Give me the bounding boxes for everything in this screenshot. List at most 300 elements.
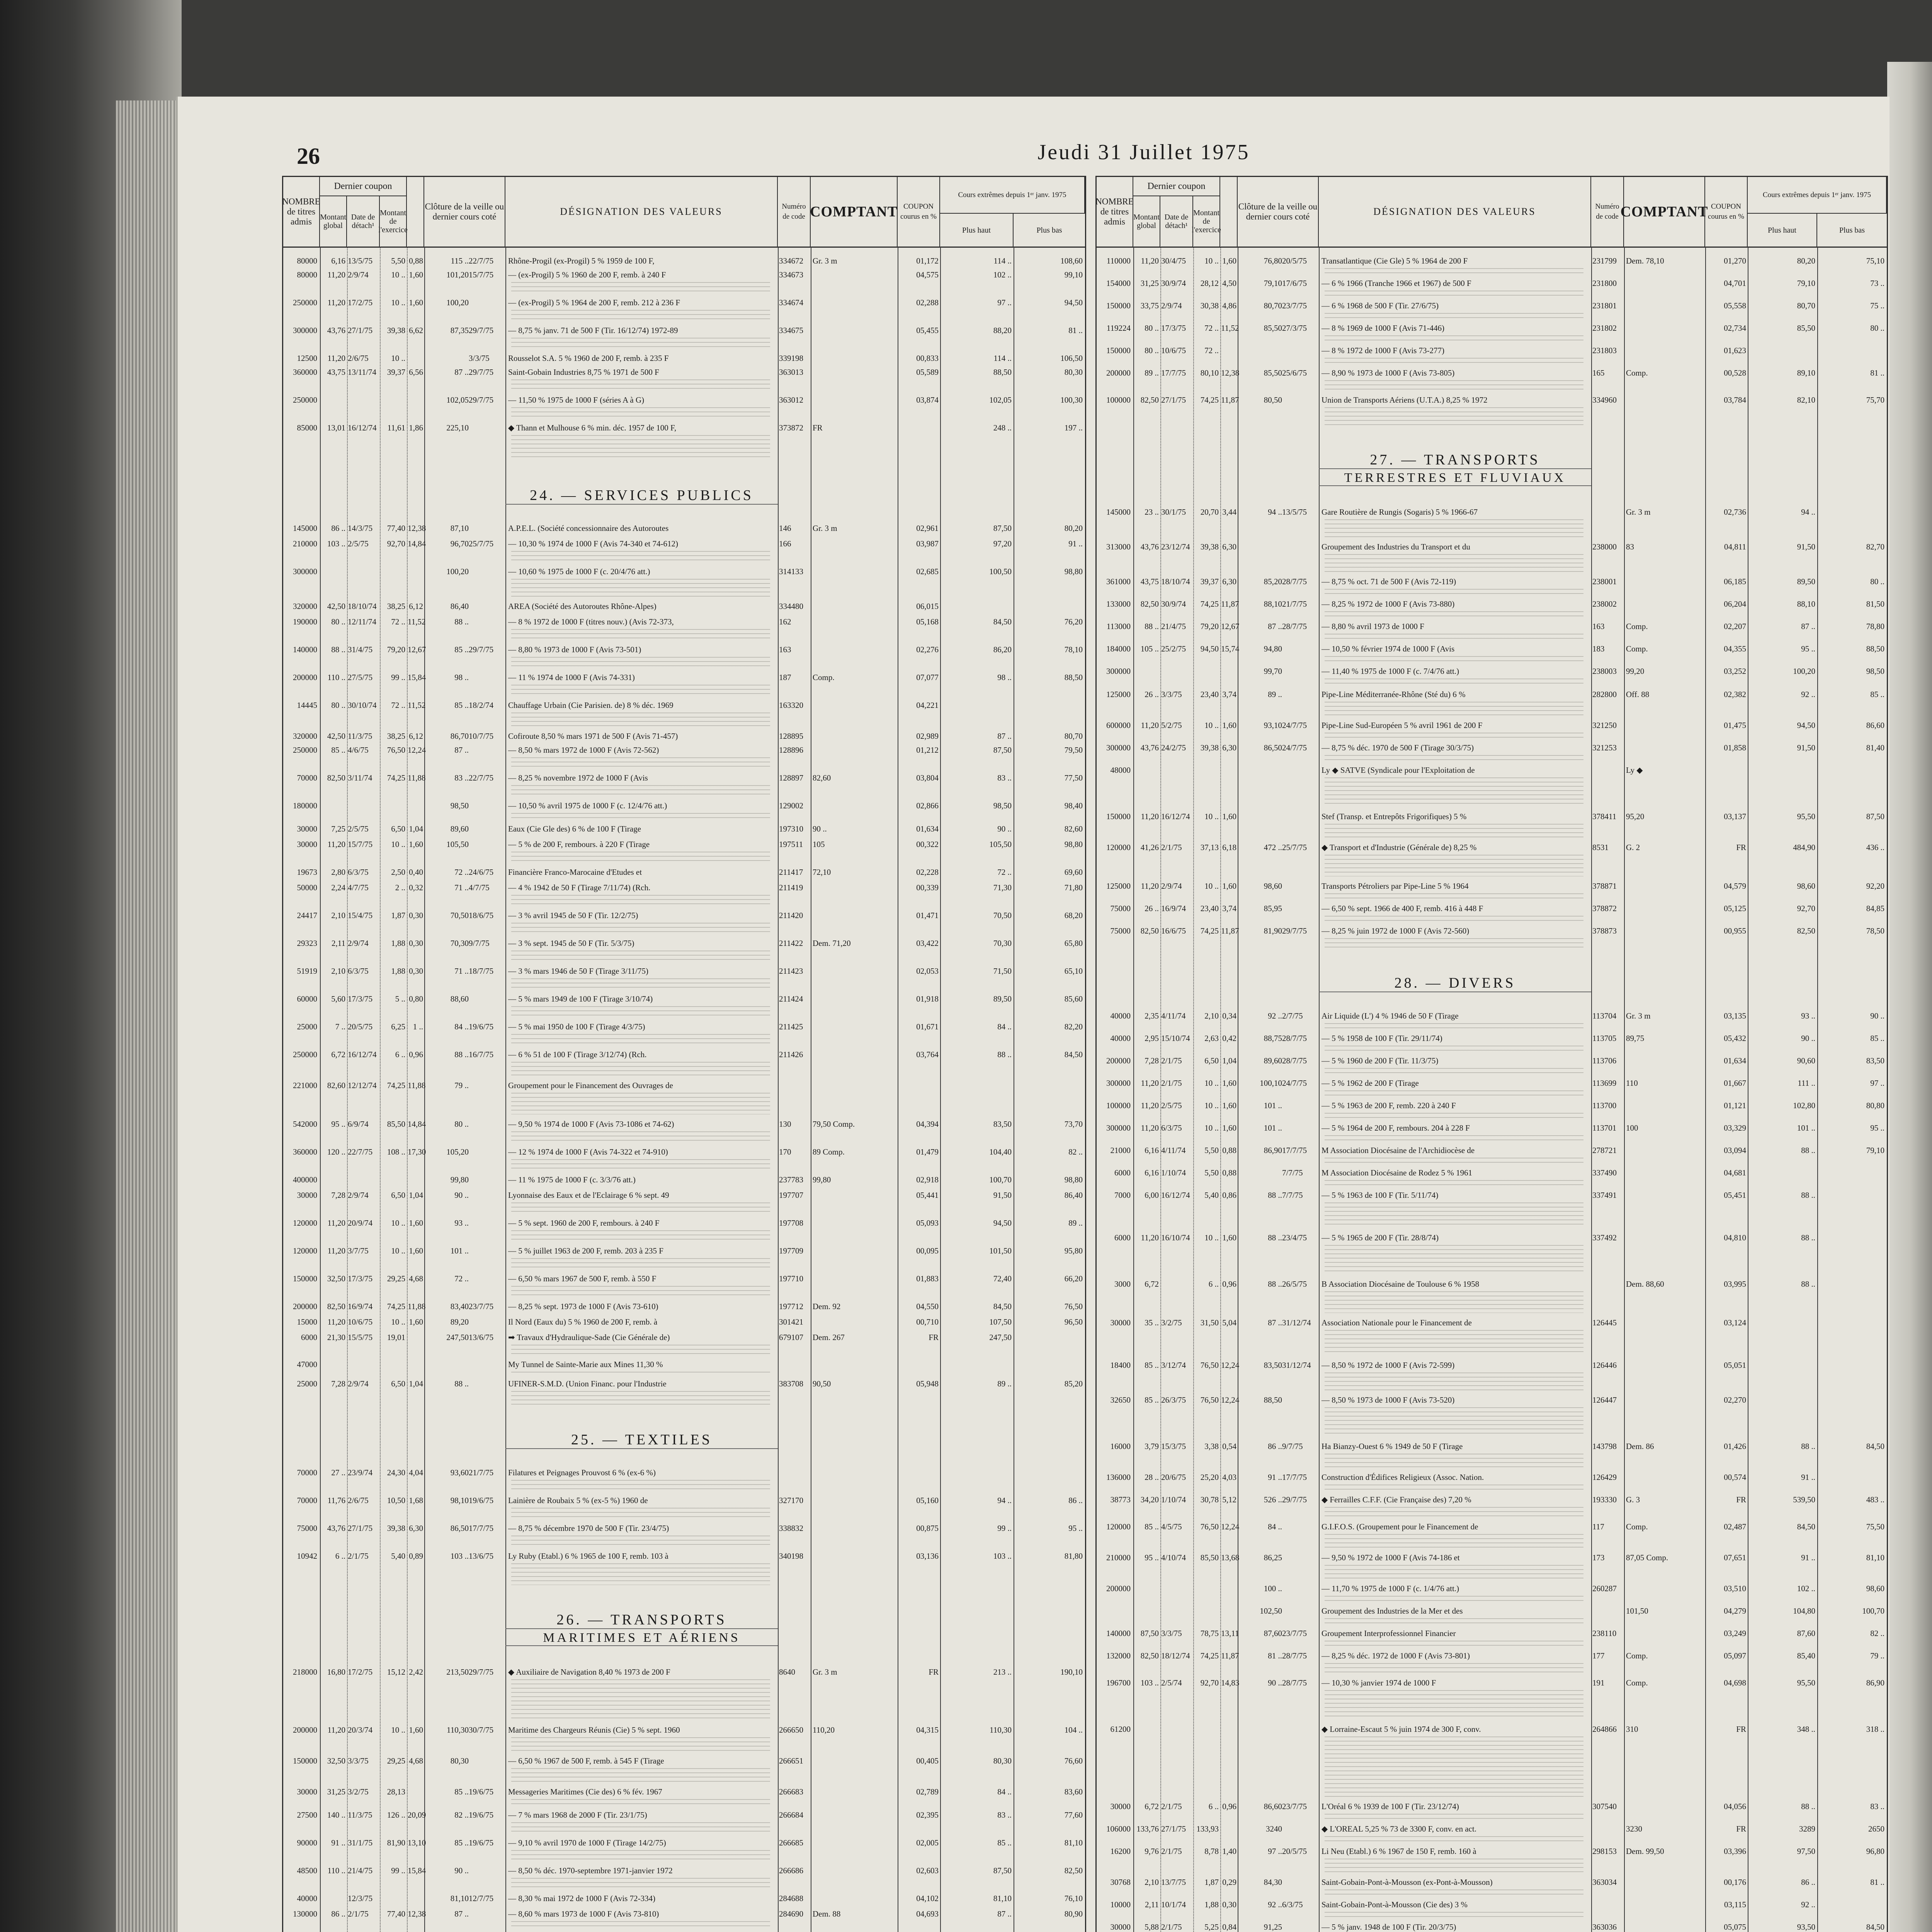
- designation-small-print: [511, 713, 770, 726]
- cell-des: — 8,75 % janv. 71 de 500 F (Tir. 16/12/74) 1972-89: [508, 326, 678, 335]
- cell-e: 30,38: [1200, 301, 1219, 310]
- cell-d: 16/12/74: [1161, 1190, 1190, 1200]
- cell-t: 12,38: [408, 1909, 426, 1918]
- cell-t: 15,84: [408, 1866, 426, 1875]
- cell-cc: 04,698: [1724, 1678, 1746, 1687]
- cell-cd: 19/6/75: [469, 1022, 494, 1031]
- cell-n: 30000: [297, 840, 317, 849]
- cell-n: 40000: [1110, 1011, 1131, 1020]
- table-row: [283, 992, 1085, 1005]
- cell-t: 3,44: [1222, 507, 1236, 517]
- cell-code: 128895: [779, 731, 803, 741]
- cell-des: — 8,75 % déc. 1970 de 500 F (Tirage 30/3/75): [1321, 743, 1474, 752]
- cell-d: 27/1/75: [348, 1524, 373, 1533]
- section-heading: 24. — SERVICES PUBLICS: [505, 487, 778, 505]
- cell-hh: 94 ..: [1801, 507, 1815, 517]
- header-numero-code: Numéro de code: [778, 177, 811, 247]
- cell-t: 0,86: [1222, 1190, 1236, 1200]
- cell-t: 14,84: [408, 539, 426, 548]
- cell-code: 126445: [1592, 1318, 1617, 1327]
- cell-d: [348, 1930, 379, 1932]
- cell-d: 24/2/75: [1161, 743, 1186, 752]
- cell-cl: [426, 1930, 469, 1932]
- cell-e: 5,25: [1204, 1922, 1219, 1932]
- table-row: [283, 1754, 1085, 1767]
- cell-n: 300000: [1106, 1078, 1131, 1088]
- cell-g: Dem. 88: [813, 1909, 841, 1918]
- cell-m: 82,50: [1140, 599, 1159, 609]
- cell-des: — 9,50 % 1974 de 1000 F (Avis 73-1086 et 74-62): [508, 1119, 674, 1129]
- cell-d: 17/2/75: [348, 1667, 373, 1677]
- cell-d: 3/11/74: [348, 773, 372, 782]
- book-binding-left: [0, 0, 182, 1932]
- cell-hh: 3289: [1799, 1824, 1815, 1833]
- cell-t: 6,12: [409, 602, 423, 611]
- cell-cc: 02,228: [916, 867, 939, 877]
- cell-hh: 91 ..: [1801, 1553, 1815, 1562]
- cell-code: 266683: [779, 1787, 803, 1796]
- cell-d: 1/10/74: [1161, 1168, 1186, 1177]
- cell-n: 119224: [1106, 323, 1131, 333]
- cell-n: 3000: [1114, 1279, 1131, 1289]
- designation-small-print: [1325, 1330, 1583, 1355]
- cell-cd: 13/6/75: [469, 1551, 494, 1561]
- cell-cc: 00,528: [1724, 368, 1746, 378]
- cell-code: 266685: [779, 1838, 803, 1847]
- cell-n: 85000: [297, 423, 317, 432]
- cell-hh: 88 ..: [1801, 1279, 1815, 1289]
- cell-t: 1,60: [1222, 721, 1236, 730]
- cell-t: 4,68: [409, 1274, 423, 1283]
- cell-hb: 76,20: [1064, 617, 1083, 626]
- designation-small-print: [1325, 1090, 1583, 1096]
- header-cloture: Clôture de la veille ou dernier cours coté: [424, 177, 505, 247]
- cell-cc: 05,558: [1724, 301, 1746, 310]
- cell-e: 2,10: [1204, 1011, 1219, 1020]
- cell-t: 6,30: [1222, 743, 1236, 752]
- cell-hb: 82,20: [1064, 1022, 1083, 1031]
- cell-cd: 29/7/75: [469, 1667, 494, 1677]
- cell-e: 30,78: [1200, 1495, 1219, 1504]
- table-row: [283, 1117, 1085, 1131]
- cell-des: — 10,60 % 1975 de 1000 F (c. 20/4/76 att.): [508, 567, 650, 576]
- cell-e: 39,37: [1200, 577, 1219, 586]
- designation-small-print: [511, 1822, 770, 1833]
- cell-des: — 10,30 % janvier 1974 de 1000 F: [1321, 1678, 1436, 1687]
- cell-code: 211420: [779, 911, 803, 920]
- cell-g: 89 Comp.: [813, 1147, 845, 1156]
- cell-e: 74,25: [1200, 1651, 1219, 1660]
- cell-m: 82,50: [1140, 1651, 1159, 1660]
- cell-cl: 91 ..: [1268, 1473, 1282, 1482]
- cell-m: 80 ..: [331, 617, 345, 626]
- cell-cc: 01,471: [916, 911, 939, 920]
- cell-m: 2,10: [1145, 1878, 1159, 1887]
- cell-t: 20,09: [408, 1810, 426, 1820]
- cell-g: [813, 1930, 896, 1932]
- cell-des: AREA (Société des Autoroutes Rhône-Alpes): [508, 602, 656, 611]
- cell-cl: 90 ..: [454, 1190, 469, 1200]
- cell-n: 7000: [1114, 1190, 1131, 1200]
- table-row: [283, 1808, 1085, 1821]
- cell-cd: 25/7/75: [1282, 843, 1307, 852]
- cell-des: — 8,25 % déc. 1972 de 1000 F (Avis 73-801): [1321, 1651, 1470, 1660]
- cell-cd: 10/7/75: [469, 731, 494, 741]
- cell-cl: 98 ..: [454, 673, 469, 682]
- cell-d: 11/3/75: [348, 731, 372, 741]
- cell-e: 10 ..: [1204, 1078, 1219, 1088]
- cell-cl: 91,25: [1264, 1922, 1282, 1932]
- cell-cd: 19/6/75: [469, 1838, 494, 1847]
- cell-code: 113701: [1592, 1123, 1617, 1133]
- cell-t: 0,88: [409, 256, 423, 265]
- cell-d: 30/10/74: [348, 701, 377, 710]
- cell-t: 0,96: [409, 1050, 423, 1059]
- cell-n: 113000: [1106, 622, 1131, 631]
- cell-g: Dem. 78,10: [1626, 256, 1664, 265]
- cell-hb: 84,50: [1064, 1050, 1083, 1059]
- cell-t: 1,60: [409, 1218, 423, 1228]
- cell-n: 110000: [1106, 256, 1131, 265]
- cell-d: 20/3/74: [348, 1725, 373, 1735]
- cell-code: 187: [779, 673, 791, 682]
- cell-des: Saint-Gobain Industries 8,75 % 1971 de 500 F: [508, 367, 659, 377]
- cell-cl: 81,90: [1264, 926, 1282, 935]
- cell-t: 1,04: [409, 824, 423, 833]
- cell-e: 39,38: [387, 326, 405, 335]
- cell-cl: 85 ..: [454, 1838, 469, 1847]
- cell-t: 6,56: [409, 367, 423, 377]
- designation-small-print: [511, 1679, 770, 1720]
- cell-t: 0,29: [1222, 1878, 1236, 1887]
- right-table-header: [1097, 177, 1887, 248]
- cell-m: 86 ..: [331, 524, 345, 533]
- cell-e: 78,75: [1200, 1629, 1219, 1638]
- header-comptant: COMPTANT: [811, 177, 898, 247]
- table-row: [283, 1864, 1085, 1877]
- cell-e: 11,61: [387, 423, 405, 432]
- cell-des: Cofiroute 8,50 % mars 1971 de 500 F (Avis 71-457): [508, 731, 678, 741]
- table-row: [1097, 366, 1887, 379]
- cell-code: 193330: [1592, 1495, 1617, 1504]
- cell-cc: 02,288: [916, 298, 939, 307]
- designation-small-print: [511, 852, 770, 862]
- cell-cc: 00,322: [916, 840, 939, 849]
- cell-m: 80 ..: [1145, 346, 1159, 355]
- cell-m: 31,25: [1140, 279, 1159, 288]
- cell-code: 340198: [779, 1551, 803, 1561]
- cell-cl: 110,30: [447, 1725, 469, 1735]
- cell-e: 37,13: [1200, 843, 1219, 852]
- cell-des: — 5 % 1963 de 200 F, remb. 220 à 240 F: [1321, 1101, 1456, 1110]
- table-row: [1097, 1800, 1887, 1813]
- cell-des: — (ex-Progil) 5 % 1960 de 200 F, remb. à 240 F: [508, 270, 666, 279]
- cell-cl: 85 ..: [454, 645, 469, 654]
- cell-d: 16/12/74: [348, 1050, 377, 1059]
- cell-n: 250000: [293, 745, 317, 755]
- cell-d: 21/4/75: [348, 1866, 373, 1875]
- cell-code: 231802: [1592, 323, 1617, 333]
- designation-small-print: [511, 685, 770, 696]
- cell-hh: 83 ..: [997, 1810, 1012, 1820]
- cell-cl: 86,70: [450, 731, 469, 741]
- designation-small-print: [1325, 1736, 1583, 1797]
- cell-cl: 526 ..: [1264, 1495, 1282, 1504]
- cell-m: 11,20: [1141, 812, 1159, 821]
- table-row: [283, 1079, 1085, 1092]
- cell-m: 11,20: [1141, 881, 1159, 891]
- table-row: [283, 1173, 1085, 1186]
- cell-hh: 89,50: [993, 994, 1012, 1003]
- designation-small-print: [1325, 335, 1583, 341]
- table-row: [283, 1358, 1085, 1371]
- cell-cc: 03,094: [1724, 1146, 1746, 1155]
- cell-cc: 03,510: [1724, 1584, 1746, 1593]
- cell-cc: 02,736: [1724, 507, 1746, 517]
- designation-small-print: [1325, 1534, 1583, 1548]
- cell-des: — 5 % janv. 1948 de 100 F (Tir. 20/3/75): [1321, 1922, 1456, 1932]
- cell-m: 2,11: [1145, 1900, 1159, 1909]
- cell-g: 110,20: [813, 1725, 835, 1735]
- cell-d: 2/5/75: [348, 539, 369, 548]
- cell-hb: 318 ..: [1866, 1725, 1884, 1734]
- cell-e: 10 ..: [1204, 812, 1219, 821]
- table-row: [283, 1331, 1085, 1344]
- cell-cc: [899, 1930, 939, 1932]
- cell-cl: 102,50: [1260, 1606, 1282, 1616]
- cell-e: 79,20: [1200, 622, 1219, 631]
- cell-des: Groupement des Industries du Transport et du: [1321, 542, 1470, 551]
- cell-hh: 93 ..: [1801, 1011, 1815, 1020]
- designation-small-print: [1325, 679, 1583, 685]
- cell-cd: [469, 1930, 504, 1932]
- table-row: [1097, 1845, 1887, 1858]
- cell-cl: 100,20: [446, 567, 469, 576]
- cell-g: Comp.: [1626, 622, 1648, 631]
- cell-hb: 73 ..: [1870, 279, 1884, 288]
- table-row: [1097, 1520, 1887, 1533]
- cell-d: 3/12/74: [1161, 1361, 1186, 1370]
- cell-cc: 00,095: [916, 1246, 939, 1255]
- cell-m: 80 ..: [1145, 323, 1159, 333]
- cell-code: 231803: [1592, 346, 1617, 355]
- cell-t: 15,84: [408, 673, 426, 682]
- cell-cc: 00,574: [1724, 1473, 1746, 1482]
- cell-cc: 02,789: [916, 1787, 939, 1796]
- designation-small-print: [1325, 1663, 1583, 1673]
- cell-hb: 66,20: [1064, 1274, 1083, 1283]
- cell-e: 5,50: [391, 256, 405, 265]
- cell-hh: 104,40: [989, 1147, 1012, 1156]
- cell-d: 13/5/75: [348, 256, 373, 265]
- cell-code: 113699: [1592, 1078, 1617, 1088]
- cell-cl: 87,35: [450, 326, 469, 335]
- cell-des: Transatlantique (Cie Gle) 5 % 1964 de 200 F: [1321, 256, 1468, 265]
- table-row: [1097, 665, 1887, 678]
- table-row: [1097, 321, 1887, 335]
- designation-small-print: [1325, 1912, 1583, 1917]
- cell-m: 133,76: [1136, 1824, 1159, 1833]
- cell-cl: 87 ..: [454, 1909, 469, 1918]
- cell-cc: 04,315: [916, 1725, 939, 1735]
- cell-n: 12500: [297, 354, 317, 363]
- table-row: [283, 771, 1085, 784]
- cell-e: 1,88: [391, 966, 405, 976]
- cell-n: 10000: [1110, 1900, 1131, 1909]
- cell-des: — 8,50 % déc. 1970-septembre 1971-janvier 1972: [508, 1866, 673, 1875]
- cell-d: 27/1/75: [348, 326, 373, 335]
- cell-cl: 88 ..: [1268, 1190, 1282, 1200]
- designation-small-print: [1325, 268, 1583, 274]
- cell-hh: 348 ..: [1797, 1725, 1815, 1734]
- cell-hh: 82,10: [1797, 395, 1815, 405]
- cell-e: 5,50: [1204, 1168, 1219, 1177]
- cell-cl: 89,20: [450, 1317, 469, 1327]
- cell-e: 99 ..: [391, 673, 405, 682]
- cell-des: — 8,60 % mars 1973 de 1000 F (Avis 73-810): [508, 1909, 659, 1918]
- cell-t: 0,30: [409, 911, 423, 920]
- cell-g: 310: [1626, 1725, 1638, 1734]
- cell-n: 6000: [301, 1333, 317, 1342]
- cell-hh: 101 ..: [1797, 1123, 1815, 1133]
- cell-code: 301421: [779, 1317, 803, 1327]
- cell-t: 11,52: [1221, 323, 1239, 333]
- cell-cl: 88,60: [450, 994, 469, 1003]
- cell-cl: 87,60: [1264, 1629, 1282, 1638]
- cell-hb: 81 ..: [1870, 1878, 1884, 1887]
- designation-small-print: [1325, 380, 1583, 390]
- designation-small-print: [511, 813, 770, 819]
- cell-des: — 8 % 1972 de 1000 F (titres nouv.) (Avis 72-373,: [508, 617, 674, 626]
- cell-des: ◆ L'OREAL 5,25 % 73 de 3300 F, conv. en act.: [1321, 1824, 1477, 1833]
- cell-hb: 75,10: [1866, 256, 1884, 265]
- table-row: [1097, 597, 1887, 611]
- cell-g: Dem. 86: [1626, 1442, 1654, 1451]
- cell-n: 60000: [297, 994, 317, 1003]
- cell-des: — 6 % 1966 (Tranche 1966 et 1967) de 500 F: [1321, 279, 1471, 288]
- table-row: [283, 615, 1085, 628]
- cell-cc: 03,329: [1724, 1123, 1746, 1133]
- cell-n: 400000: [293, 1175, 317, 1184]
- cell-cc: 02,961: [916, 524, 939, 533]
- cell-cl: 88 ..: [454, 1050, 469, 1059]
- cell-code: 211422: [779, 939, 803, 948]
- designation-small-print: [1325, 1814, 1583, 1819]
- cell-cd: 21/7/75: [1282, 599, 1307, 609]
- cell-hh: 87 ..: [1801, 622, 1815, 631]
- cell-hb: 86,90: [1866, 1678, 1884, 1687]
- cell-cc: 01,671: [916, 1022, 939, 1031]
- cell-des: Construction d'Édifices Religieux (Assoc. Nation.: [1321, 1473, 1484, 1482]
- cell-m: 85 ..: [1145, 1361, 1159, 1370]
- cell-des: — 8,30 % mai 1972 de 1000 F (Avis 72-334): [508, 1894, 656, 1903]
- cell-m: 26 ..: [1145, 904, 1159, 913]
- cell-cl: 92 ..: [1268, 1011, 1282, 1020]
- cell-m: 43,75: [327, 367, 345, 377]
- cell-hh: 102,05: [989, 395, 1012, 405]
- cell-code: 128897: [779, 773, 803, 782]
- cell-t: 1,60: [409, 840, 423, 849]
- cell-hb: 95 ..: [1068, 1524, 1083, 1533]
- cell-cc: 04,355: [1724, 644, 1746, 653]
- cell-des: Rhône-Progil (ex-Progil) 5 % 1959 de 100 F,: [508, 256, 655, 265]
- cell-d: 11/3/75: [348, 1810, 372, 1820]
- cell-m: 31,25: [327, 1787, 345, 1796]
- cell-d: 4/10/74: [1161, 1553, 1186, 1562]
- section-heading: 26. — TRANSPORTS: [505, 1611, 778, 1629]
- cell-hh: 111 ..: [1798, 1078, 1815, 1088]
- cell-m: 11,20: [327, 354, 345, 363]
- cell-hb: 96,50: [1064, 1317, 1083, 1327]
- cell-hh: 95,50: [1797, 1678, 1815, 1687]
- cell-m: 82,50: [1140, 395, 1159, 405]
- cell-cl: 225,10: [446, 423, 469, 432]
- cell-m: 82,50: [327, 1302, 345, 1311]
- cell-e: 1,87: [391, 911, 405, 920]
- cell-code: 334672: [779, 256, 803, 265]
- cell-n: 300000: [293, 567, 317, 576]
- cell-cd: 15/7/75: [469, 270, 494, 279]
- left-table-header: [283, 177, 1085, 248]
- cell-hh: 102 ..: [1797, 1584, 1815, 1593]
- cell-n: 50000: [297, 883, 317, 892]
- cell-e: 10 ..: [391, 840, 405, 849]
- cell-cd: 28/7/75: [1282, 1056, 1307, 1065]
- cell-cl: 88 ..: [1268, 1233, 1282, 1242]
- cell-cc: 05,168: [916, 617, 939, 626]
- cell-cl: 86 ..: [1268, 1442, 1282, 1451]
- cell-g: Comp.: [1626, 1651, 1648, 1660]
- table-row: [283, 1466, 1085, 1479]
- cell-d: 20/6/75: [1161, 1473, 1186, 1482]
- cell-e: 28,13: [387, 1787, 405, 1796]
- cell-des: — 8 % 1969 de 1000 F (Avis 71-446): [1321, 323, 1445, 333]
- cell-d: 22/7/75: [348, 1147, 373, 1156]
- cell-n: 70000: [297, 1496, 317, 1505]
- cell-d: 2/1/75: [348, 1551, 369, 1561]
- cell-g: 95,20: [1626, 812, 1645, 821]
- cell-e: 39,38: [1200, 542, 1219, 551]
- cell-d: 17/3/75: [348, 1274, 373, 1283]
- cell-cc: 02,603: [916, 1866, 939, 1875]
- cell-n: 29323: [297, 939, 317, 948]
- designation-small-print: [511, 1372, 770, 1374]
- cell-des: Groupement Interprofessionnel Financier: [1321, 1629, 1456, 1638]
- cell-e: [381, 1930, 405, 1932]
- table-row: [1097, 1121, 1887, 1134]
- designation-small-print: [511, 310, 770, 321]
- cell-d: 2/6/75: [348, 354, 369, 363]
- cell-cd: 29/7/75: [1282, 926, 1307, 935]
- cell-cl: 88,50: [1264, 1395, 1282, 1405]
- cell-m: 6,16: [1145, 1168, 1159, 1177]
- cell-hb: 85,60: [1064, 994, 1083, 1003]
- cell-m: 6,00: [1145, 1190, 1159, 1200]
- cell-cc: 01,212: [916, 745, 939, 755]
- cell-m: 7,28: [331, 1190, 345, 1200]
- cell-t: 6,30: [1222, 542, 1236, 551]
- cell-cl: 72 ..: [454, 1274, 469, 1283]
- cell-hh: 89,50: [1797, 577, 1815, 586]
- cell-cl: 101,20: [446, 270, 469, 279]
- cell-cc: 05,075: [1724, 1922, 1746, 1932]
- cell-hh: 85,50: [1797, 323, 1815, 333]
- designation-small-print: [511, 657, 770, 668]
- cell-code: 266650: [779, 1725, 803, 1735]
- cell-d: 2/1/75: [1161, 1922, 1182, 1932]
- cell-cc: 05,441: [916, 1190, 939, 1200]
- cell-hb: 82,70: [1866, 542, 1884, 551]
